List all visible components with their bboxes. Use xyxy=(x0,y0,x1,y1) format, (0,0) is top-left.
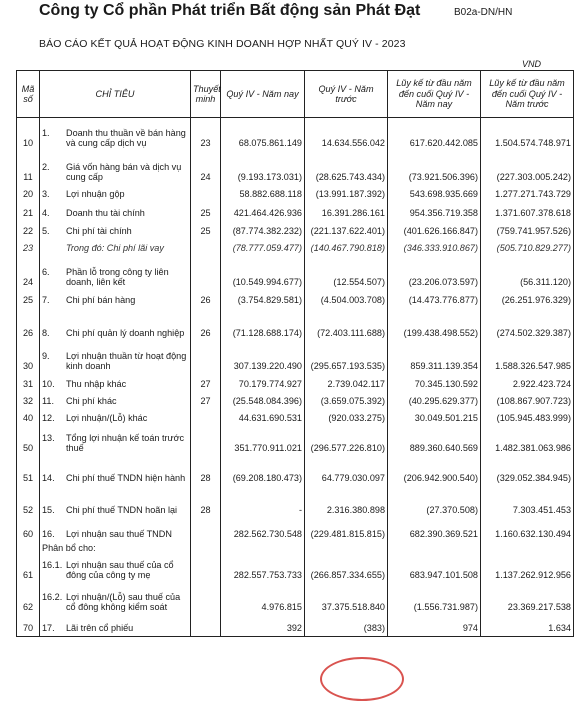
row-item xyxy=(40,203,191,222)
row-ytd-this-year: 30.049.501.215 xyxy=(388,410,481,427)
row-item-wrap xyxy=(42,396,188,406)
row-number: 11. xyxy=(42,396,54,407)
row-ytd-this-year: 859.311.139.354 xyxy=(388,342,481,375)
row-q4-this-year: (9.193.173.031) xyxy=(221,152,305,186)
row-ytd-prev-year: 1.371.607.378.618 xyxy=(481,203,574,222)
row-note xyxy=(191,342,221,375)
row-note xyxy=(191,186,221,203)
row-ytd-prev-year: (274.502.329.387) xyxy=(481,309,574,342)
table-row xyxy=(17,309,574,342)
row-number: 16.1. xyxy=(42,559,63,570)
row-number: 16.2. xyxy=(42,591,63,602)
table-row xyxy=(17,240,574,257)
row-q4-this-year: 44.631.690.531 xyxy=(221,410,305,427)
row-ytd-this-year: (1.556.731.987) xyxy=(388,584,481,616)
row-item-wrap xyxy=(42,379,188,389)
income-statement-table xyxy=(16,70,574,637)
row-note: 25 xyxy=(191,203,221,222)
row-q4-this-year: (10.549.994.677) xyxy=(221,257,305,291)
row-code: 50 xyxy=(17,427,40,457)
row-code: 60 xyxy=(17,519,40,543)
row-label: Lợi nhuận/(Lỗ) sau thuế của cổ đông không kiểm soát xyxy=(66,591,181,613)
row-item-wrap xyxy=(42,267,188,288)
row-code: 20 xyxy=(17,186,40,203)
row-item-wrap xyxy=(42,413,188,423)
row-q4-this-year: (3.754.829.581) xyxy=(221,291,305,309)
row-label: Lợi nhuận sau thuế của cổ đông của công ty mẹ xyxy=(66,559,174,581)
row-ytd-this-year: 70.345.130.592 xyxy=(388,375,481,393)
row-q4-prev-year: 64.779.030.097 xyxy=(305,457,388,487)
table-row xyxy=(17,543,574,557)
row-number: 1. xyxy=(42,127,50,138)
row-number: 14. xyxy=(42,473,55,484)
row-code: 61 xyxy=(17,557,40,584)
table-row xyxy=(17,427,574,457)
row-q4-prev-year: (266.857.334.655) xyxy=(305,557,388,584)
row-number: 6. xyxy=(42,266,50,277)
row-item xyxy=(40,152,191,186)
row-q4-prev-year: 37.375.518.840 xyxy=(305,584,388,616)
row-label: Thu nhập khác xyxy=(66,379,127,390)
row-ytd-prev-year: (329.052.384.945) xyxy=(481,457,574,487)
row-q4-prev-year: (296.577.226.810) xyxy=(305,427,388,457)
row-label: Chi phí thuế TNDN hoãn lại xyxy=(66,505,178,516)
row-code: 31 xyxy=(17,375,40,393)
table-row xyxy=(17,393,574,410)
row-item xyxy=(40,584,191,616)
row-number: 17. xyxy=(42,622,55,633)
row-code: 51 xyxy=(17,457,40,487)
row-code: 32 xyxy=(17,393,40,410)
header-q4-prev-year: Quý IV - Năm trước xyxy=(305,71,388,118)
row-item xyxy=(40,543,191,557)
row-note: 27 xyxy=(191,375,221,393)
form-code: B02a-DN/HN xyxy=(454,7,513,18)
row-ytd-prev-year: 1.137.262.912.956 xyxy=(481,557,574,584)
row-label: Doanh thu tài chính xyxy=(66,208,145,219)
row-number: 13. xyxy=(42,432,55,443)
row-ytd-this-year: (401.626.166.847) xyxy=(388,222,481,240)
row-item-wrap xyxy=(42,623,188,633)
row-item-wrap xyxy=(42,505,188,515)
row-item xyxy=(40,616,191,637)
row-label: Lợi nhuận sau thuế TNDN xyxy=(66,529,172,540)
table-row xyxy=(17,203,574,222)
row-code: 26 xyxy=(17,309,40,342)
row-item xyxy=(40,487,191,519)
row-ytd-prev-year: (227.303.005.242) xyxy=(481,152,574,186)
row-note xyxy=(191,616,221,637)
row-number: 3. xyxy=(42,189,50,200)
table-row xyxy=(17,487,574,519)
currency-unit: VND xyxy=(522,59,542,69)
row-ytd-prev-year: 23.369.217.538 xyxy=(481,584,574,616)
row-q4-this-year: 282.562.730.548 xyxy=(221,519,305,543)
row-q4-prev-year: (13.991.187.392) xyxy=(305,186,388,203)
table-row xyxy=(17,584,574,616)
row-item-wrap xyxy=(42,560,188,581)
header-q4-this-year: Quý IV - Năm nay xyxy=(221,71,305,118)
row-ytd-this-year: 974 xyxy=(388,616,481,637)
row-q4-prev-year: 2.316.380.898 xyxy=(305,487,388,519)
row-ytd-this-year: (23.206.073.597) xyxy=(388,257,481,291)
row-label: Lợi nhuận gộp xyxy=(66,189,125,200)
row-label: Chi phí quản lý doanh nghiệp xyxy=(66,328,185,339)
row-q4-prev-year: 14.634.556.042 xyxy=(305,118,388,152)
row-item-wrap xyxy=(42,162,188,183)
row-q4-this-year: (25.548.084.396) xyxy=(221,393,305,410)
row-number: 7. xyxy=(42,295,50,306)
row-ytd-this-year: (73.921.506.396) xyxy=(388,152,481,186)
row-label: Lợi nhuận/(Lỗ) khác xyxy=(66,413,148,424)
company-name: Công ty Cổ phần Phát triển Bất động sản Phát Đạt xyxy=(39,2,421,19)
row-ytd-this-year: (206.942.900.540) xyxy=(388,457,481,487)
header-row xyxy=(17,71,574,118)
row-label: Chi phí thuế TNDN hiện hành xyxy=(66,473,186,484)
row-item xyxy=(40,257,191,291)
row-label: Chi phí khác xyxy=(66,396,117,407)
header-item: CHỈ TIÊU xyxy=(40,71,191,118)
table-row xyxy=(17,152,574,186)
row-note xyxy=(191,543,221,557)
row-item-wrap xyxy=(42,543,188,553)
row-note: 26 xyxy=(191,309,221,342)
row-item xyxy=(40,427,191,457)
row-ytd-prev-year: (759.741.957.526) xyxy=(481,222,574,240)
table-row xyxy=(17,375,574,393)
row-ytd-this-year: 954.356.719.358 xyxy=(388,203,481,222)
row-item xyxy=(40,309,191,342)
row-code: 22 xyxy=(17,222,40,240)
row-ytd-this-year: (27.370.508) xyxy=(388,487,481,519)
row-ytd-prev-year: (105.945.483.999) xyxy=(481,410,574,427)
row-q4-this-year: 70.179.774.927 xyxy=(221,375,305,393)
row-q4-this-year: (78.777.059.477) xyxy=(221,240,305,257)
row-item-wrap xyxy=(42,208,188,218)
row-q4-this-year: 351.770.911.021 xyxy=(221,427,305,457)
table-row xyxy=(17,342,574,375)
header-note: Thuyết minh xyxy=(191,71,221,118)
row-code: 11 xyxy=(17,152,40,186)
row-q4-prev-year: 16.391.286.161 xyxy=(305,203,388,222)
row-item-wrap xyxy=(42,128,188,149)
row-code: 21 xyxy=(17,203,40,222)
row-ytd-prev-year: 2.922.423.724 xyxy=(481,375,574,393)
row-q4-prev-year: (383) xyxy=(305,616,388,637)
row-number: 9. xyxy=(42,350,50,361)
row-note xyxy=(191,519,221,543)
row-q4-prev-year: (4.504.003.708) xyxy=(305,291,388,309)
row-q4-prev-year: (221.137.622.401) xyxy=(305,222,388,240)
row-label: Phân bổ cho: xyxy=(42,543,96,554)
row-ytd-this-year: 543.698.935.669 xyxy=(388,186,481,203)
row-note: 23 xyxy=(191,118,221,152)
row-q4-this-year: 307.139.220.490 xyxy=(221,342,305,375)
row-number: 5. xyxy=(42,226,50,237)
row-ytd-this-year: (346.333.910.867) xyxy=(388,240,481,257)
row-code: 24 xyxy=(17,257,40,291)
row-ytd-this-year: (40.295.629.377) xyxy=(388,393,481,410)
row-ytd-this-year: 617.620.442.085 xyxy=(388,118,481,152)
row-item-wrap xyxy=(42,592,188,613)
row-q4-prev-year: (72.403.111.688) xyxy=(305,309,388,342)
row-q4-prev-year: (3.659.075.392) xyxy=(305,393,388,410)
table-row xyxy=(17,410,574,427)
row-q4-this-year xyxy=(221,543,305,557)
header-code: Mã số xyxy=(17,71,40,118)
row-item xyxy=(40,557,191,584)
row-label: Phần lỗ trong công ty liên doanh, liên kết xyxy=(66,266,169,288)
table-row xyxy=(17,291,574,309)
row-note xyxy=(191,584,221,616)
row-q4-this-year: (71.128.688.174) xyxy=(221,309,305,342)
table-row xyxy=(17,557,574,584)
row-note: 28 xyxy=(191,457,221,487)
row-ytd-prev-year: 1.160.632.130.494 xyxy=(481,519,574,543)
table-row xyxy=(17,457,574,487)
row-item xyxy=(40,342,191,375)
row-code: 52 xyxy=(17,487,40,519)
row-q4-this-year: 58.882.688.118 xyxy=(221,186,305,203)
row-ytd-this-year xyxy=(388,543,481,557)
row-q4-prev-year: (295.657.193.535) xyxy=(305,342,388,375)
row-item-wrap xyxy=(42,433,188,454)
row-label: Lãi trên cổ phiếu xyxy=(66,622,134,633)
row-note xyxy=(191,240,221,257)
row-note: 26 xyxy=(191,291,221,309)
header-ytd-this-year: Lũy kế từ đầu năm đến cuối Quý IV - Năm nay xyxy=(388,71,481,118)
row-q4-prev-year xyxy=(305,543,388,557)
row-item-wrap xyxy=(42,328,188,338)
row-code: 62 xyxy=(17,584,40,616)
row-ytd-prev-year xyxy=(481,543,574,557)
row-ytd-prev-year: (108.867.907.723) xyxy=(481,393,574,410)
row-ytd-prev-year: 1.634 xyxy=(481,616,574,637)
row-q4-this-year: 282.557.753.733 xyxy=(221,557,305,584)
row-q4-this-year: 392 xyxy=(221,616,305,637)
row-label: Chi phí tài chính xyxy=(66,226,132,237)
row-ytd-prev-year: (56.311.120) xyxy=(481,257,574,291)
row-ytd-prev-year: (26.251.976.329) xyxy=(481,291,574,309)
row-note xyxy=(191,557,221,584)
row-item-wrap xyxy=(42,295,188,305)
row-q4-this-year: (69.208.180.473) xyxy=(221,457,305,487)
row-q4-this-year: 4.976.815 xyxy=(221,584,305,616)
row-item xyxy=(40,186,191,203)
row-item-wrap xyxy=(42,351,188,372)
row-code: 23 xyxy=(17,240,40,257)
row-q4-prev-year: (229.481.815.815) xyxy=(305,519,388,543)
row-item xyxy=(40,291,191,309)
row-note xyxy=(191,427,221,457)
row-label: Tổng lợi nhuận kế toán trước thuế xyxy=(66,432,185,454)
row-code: 25 xyxy=(17,291,40,309)
row-q4-this-year: - xyxy=(221,487,305,519)
row-code: 70 xyxy=(17,616,40,637)
report-title: BÁO CÁO KẾT QUẢ HOẠT ĐỘNG KINH DOANH HỢP NHẤT QUÝ IV - 2023 xyxy=(39,38,406,50)
row-ytd-prev-year: 7.303.451.453 xyxy=(481,487,574,519)
row-item-wrap xyxy=(42,473,188,483)
row-item xyxy=(40,240,191,257)
row-number: 8. xyxy=(42,328,50,339)
row-item xyxy=(40,393,191,410)
row-ytd-prev-year: 1.504.574.748.971 xyxy=(481,118,574,152)
company-seal xyxy=(320,657,404,701)
row-ytd-prev-year: (505.710.829.277) xyxy=(481,240,574,257)
row-label: Chi phí bán hàng xyxy=(66,295,136,306)
header-ytd-prev-year: Lũy kế từ đầu năm đến cuối Quý IV - Năm trước xyxy=(481,71,574,118)
row-number: 10. xyxy=(42,379,55,390)
row-item xyxy=(40,410,191,427)
row-note xyxy=(191,257,221,291)
row-item xyxy=(40,118,191,152)
row-number: 15. xyxy=(42,505,55,516)
row-label: Doanh thu thuần về bán hàng và cung cấp dịch vụ xyxy=(66,127,186,149)
row-ytd-prev-year: 1.277.271.743.729 xyxy=(481,186,574,203)
table-row xyxy=(17,616,574,637)
row-q4-this-year: 68.075.861.149 xyxy=(221,118,305,152)
row-note: 25 xyxy=(191,222,221,240)
row-code xyxy=(17,543,40,557)
row-item-wrap xyxy=(42,189,188,199)
table-row xyxy=(17,257,574,291)
row-ytd-prev-year: 1.482.381.063.986 xyxy=(481,427,574,457)
row-item-wrap xyxy=(42,243,188,253)
table-row xyxy=(17,519,574,543)
row-item-wrap xyxy=(42,226,188,236)
row-q4-prev-year: (28.625.743.434) xyxy=(305,152,388,186)
row-item xyxy=(40,457,191,487)
row-note xyxy=(191,410,221,427)
row-q4-prev-year: (140.467.790.818) xyxy=(305,240,388,257)
row-code: 30 xyxy=(17,342,40,375)
row-item xyxy=(40,375,191,393)
row-label: Giá vốn hàng bán và dịch vụ cung cấp xyxy=(66,161,182,183)
row-q4-prev-year: 2.739.042.117 xyxy=(305,375,388,393)
table-row xyxy=(17,222,574,240)
row-code: 10 xyxy=(17,118,40,152)
row-q4-prev-year: (920.033.275) xyxy=(305,410,388,427)
row-item xyxy=(40,222,191,240)
row-number: 12. xyxy=(42,413,55,424)
row-item xyxy=(40,519,191,543)
table-row xyxy=(17,118,574,152)
row-code: 40 xyxy=(17,410,40,427)
row-ytd-this-year: (199.438.498.552) xyxy=(388,309,481,342)
row-ytd-this-year: 889.360.640.569 xyxy=(388,427,481,457)
row-number: 4. xyxy=(42,208,50,219)
row-ytd-this-year: 682.390.369.521 xyxy=(388,519,481,543)
row-q4-prev-year: (12.554.507) xyxy=(305,257,388,291)
row-note: 28 xyxy=(191,487,221,519)
row-q4-this-year: 421.464.426.936 xyxy=(221,203,305,222)
row-note: 24 xyxy=(191,152,221,186)
row-ytd-this-year: (14.473.776.877) xyxy=(388,291,481,309)
row-label: Lợi nhuận thuần từ hoạt động kinh doanh xyxy=(66,350,187,372)
row-number: 2. xyxy=(42,161,50,172)
table-row xyxy=(17,186,574,203)
row-label: Trong đó: Chi phí lãi vay xyxy=(66,243,164,254)
row-note: 27 xyxy=(191,393,221,410)
row-number xyxy=(42,243,66,253)
row-ytd-this-year: 683.947.101.508 xyxy=(388,557,481,584)
row-q4-this-year: (87.774.382.232) xyxy=(221,222,305,240)
row-number: 16. xyxy=(42,529,55,540)
row-item-wrap xyxy=(42,529,188,539)
row-ytd-prev-year: 1.588.326.547.985 xyxy=(481,342,574,375)
